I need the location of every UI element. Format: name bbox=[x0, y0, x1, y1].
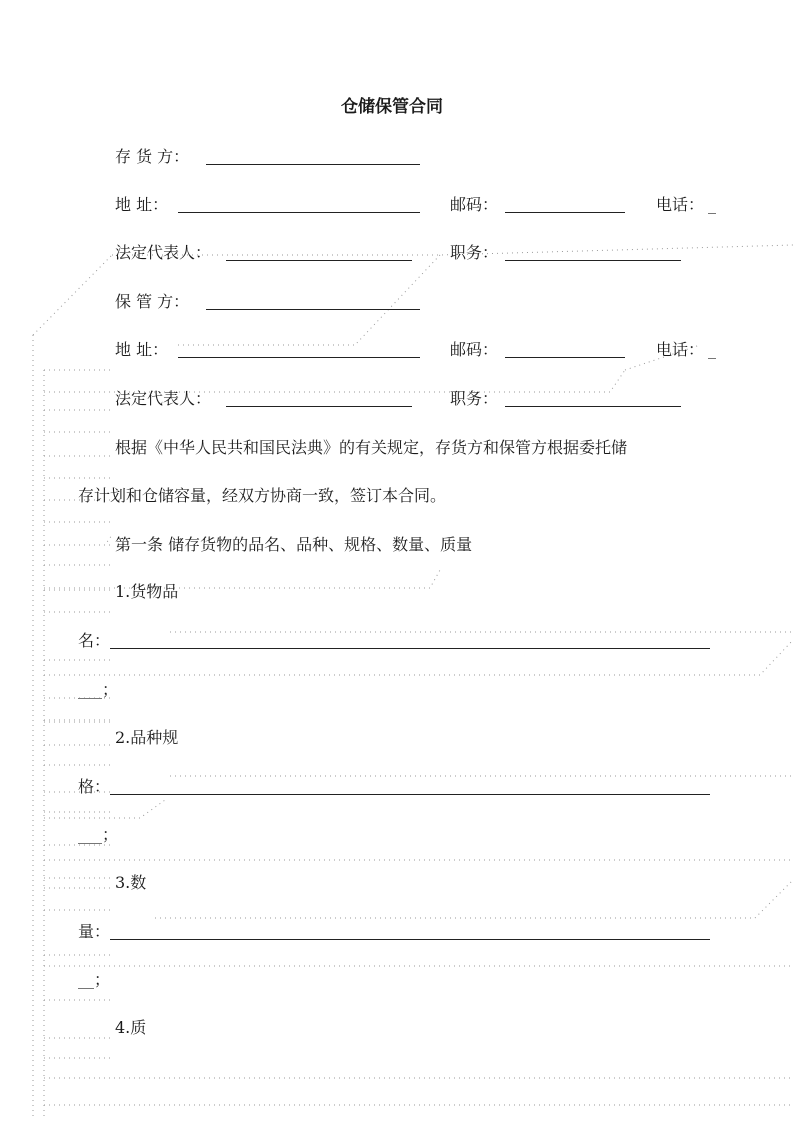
dotted-guide-h-918 bbox=[155, 880, 793, 918]
custodian-postcode-label: 邮码： bbox=[450, 340, 499, 359]
depositor-address-field[interactable] bbox=[178, 212, 420, 213]
dotted-guide-h-818 bbox=[44, 800, 165, 818]
dotted-guide-h-675 bbox=[44, 640, 793, 675]
depositor-address-label: 地 址： bbox=[115, 195, 169, 214]
custodian-rep-label: 法定代表人： bbox=[115, 389, 212, 408]
item-2-field-label: 格： bbox=[78, 777, 111, 796]
item-1-field-label: 名： bbox=[78, 631, 111, 650]
dotted-guide-h-588 bbox=[44, 570, 440, 588]
depositor-postcode-label: 邮码： bbox=[450, 195, 499, 214]
custodian-position-field[interactable] bbox=[505, 406, 681, 407]
item-4-label: 4.质 bbox=[115, 1018, 147, 1037]
item-2-label: 2.品种规 bbox=[115, 728, 179, 747]
custodian-phone-field[interactable]: _ bbox=[708, 340, 716, 359]
item-1-end: ___； bbox=[78, 680, 119, 699]
depositor-phone-field[interactable]: _ bbox=[708, 195, 716, 214]
custodian-rep-field[interactable] bbox=[226, 406, 412, 407]
intro-line-2: 存计划和仓储容量，经双方协商一致，签订本合同。 bbox=[78, 486, 447, 505]
item-2-end: ___； bbox=[78, 825, 119, 844]
custodian-address-label: 地 址： bbox=[115, 340, 169, 359]
custodian-label: 保 管 方： bbox=[115, 292, 190, 311]
depositor-phone-label: 电话： bbox=[656, 195, 705, 214]
item-3-field-label: 量： bbox=[78, 922, 111, 941]
custodian-address-field[interactable] bbox=[178, 357, 420, 358]
depositor-rep-field[interactable] bbox=[226, 260, 412, 261]
depositor-position-field[interactable] bbox=[505, 260, 681, 261]
item-3-label: 3.数 bbox=[115, 873, 147, 892]
item-1-field[interactable] bbox=[110, 648, 710, 649]
custodian-phone-label: 电话： bbox=[656, 340, 705, 359]
depositor-postcode-field[interactable] bbox=[505, 212, 625, 213]
article-1-heading: 第一条 储存货物的品名、品种、规格、数量、质量 bbox=[115, 535, 473, 554]
item-3-field[interactable] bbox=[110, 939, 710, 940]
depositor-name-field[interactable] bbox=[206, 164, 420, 165]
item-3-end: __； bbox=[78, 970, 111, 989]
depositor-rep-label: 法定代表人： bbox=[115, 243, 212, 262]
depositor-position-label: 职务： bbox=[450, 243, 499, 262]
custodian-name-field[interactable] bbox=[206, 309, 420, 310]
dotted-guide-diag-2 bbox=[355, 255, 440, 345]
depositor-label: 存 货 方： bbox=[115, 147, 190, 166]
dotted-guide-diag-1 bbox=[33, 255, 112, 335]
dotted-guide-h-545 bbox=[44, 535, 112, 545]
custodian-position-label: 职务： bbox=[450, 389, 499, 408]
intro-line-1: 根据《中华人民共和国民法典》的有关规定，存货方和保管方根据委托储 bbox=[115, 438, 628, 457]
custodian-postcode-field[interactable] bbox=[505, 357, 625, 358]
document-title: 仓储保管合同 bbox=[341, 97, 443, 117]
item-1-label: 1.货物品 bbox=[115, 582, 179, 601]
item-2-field[interactable] bbox=[110, 794, 710, 795]
